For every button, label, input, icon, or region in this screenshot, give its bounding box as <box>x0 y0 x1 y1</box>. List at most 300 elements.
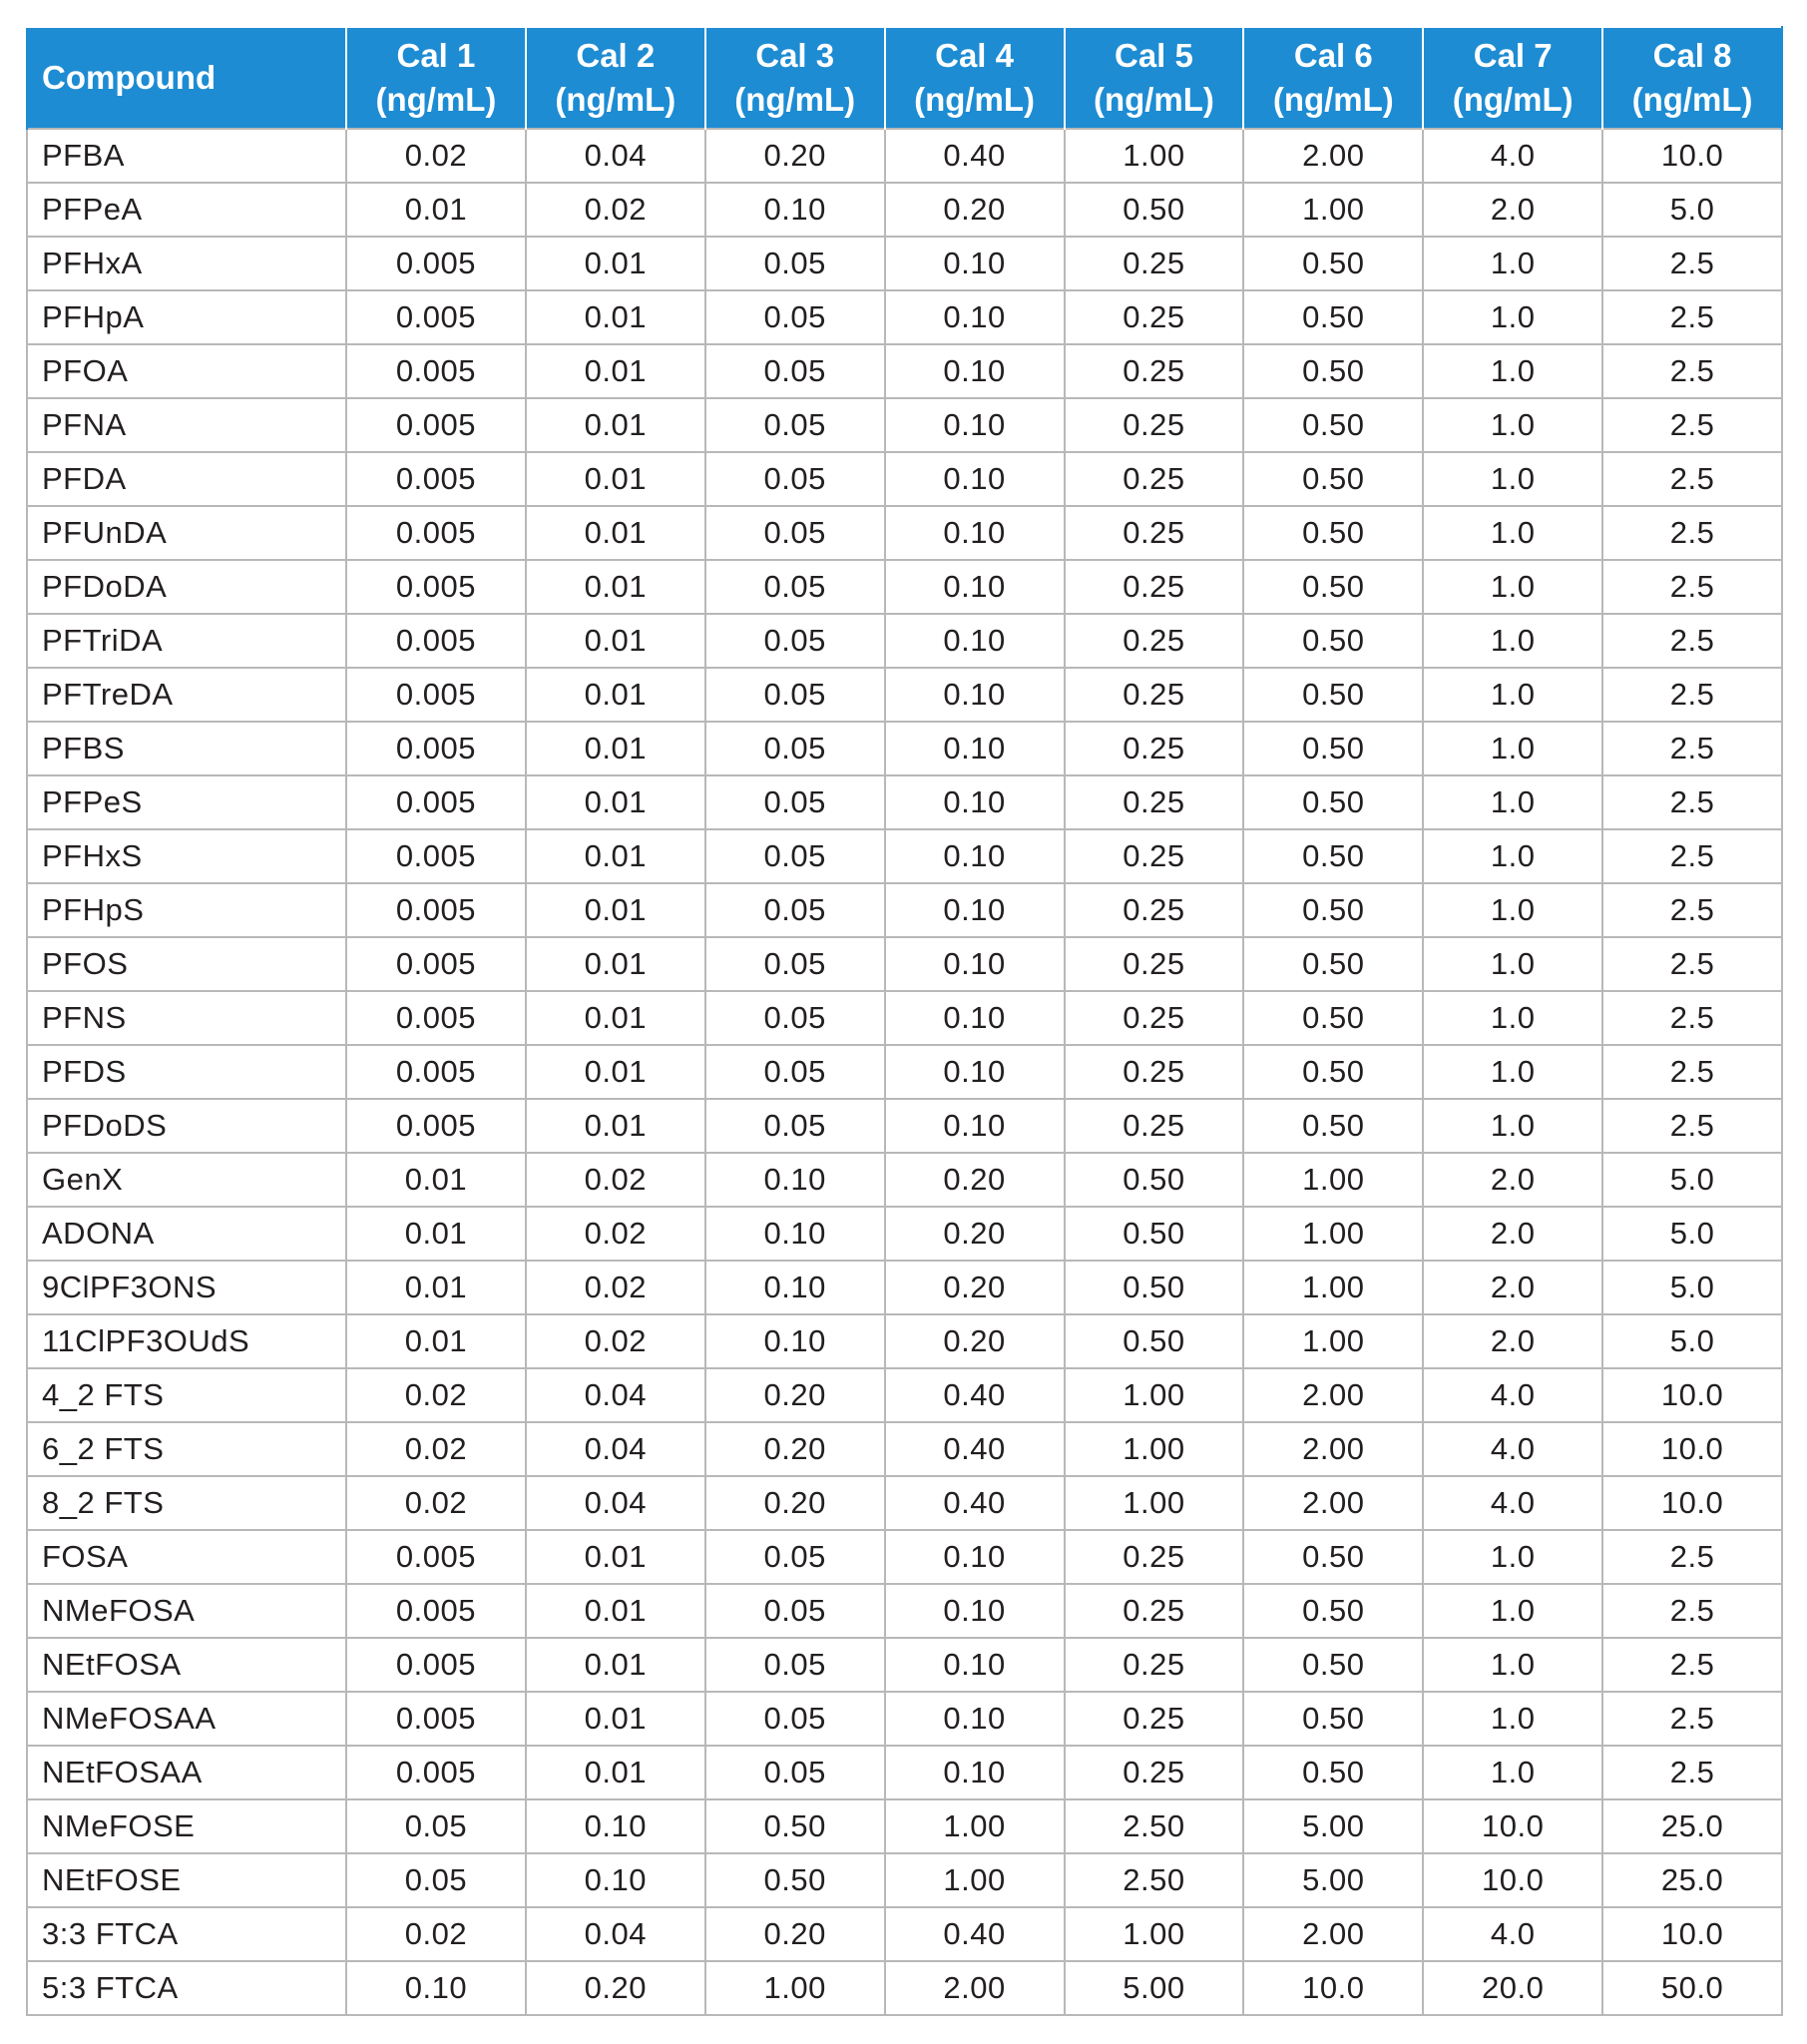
cal-value-cell: 1.0 <box>1423 614 1602 668</box>
cal-value-cell: 0.40 <box>885 1368 1065 1422</box>
cal-value-cell: 2.0 <box>1423 1153 1602 1207</box>
cal-value-cell: 0.10 <box>526 1799 705 1853</box>
cal-value-cell: 0.10 <box>885 237 1065 290</box>
compound-cell: PFBA <box>27 129 346 183</box>
cal-value-cell: 0.005 <box>346 1530 526 1584</box>
cal-value-cell: 0.50 <box>1243 560 1423 614</box>
cal-value-cell: 0.01 <box>526 722 705 775</box>
cal-value-cell: 0.01 <box>526 1584 705 1638</box>
cal-value-cell: 0.05 <box>705 883 885 937</box>
cal-value-cell: 10.0 <box>1602 1422 1782 1476</box>
cal-value-cell: 0.05 <box>346 1853 526 1907</box>
cal-value-cell: 0.01 <box>526 937 705 991</box>
table-row <box>27 237 1782 290</box>
table-row <box>27 290 1782 344</box>
compound-cell: PFPeA <box>27 183 346 237</box>
cal-value-cell: 0.04 <box>526 1422 705 1476</box>
compound-cell: PFOS <box>27 937 346 991</box>
compound-cell: NMeFOSAA <box>27 1692 346 1746</box>
cal-value-cell: 0.50 <box>1243 614 1423 668</box>
column-header-label: Cal 2 <box>576 37 656 74</box>
cal-value-cell: 1.00 <box>885 1853 1065 1907</box>
column-header-label: Cal 1 <box>396 37 476 74</box>
cal-value-cell: 0.005 <box>346 1045 526 1099</box>
cal-value-cell: 0.20 <box>705 1368 885 1422</box>
cal-value-cell: 0.005 <box>346 722 526 775</box>
cal-value-cell: 1.0 <box>1423 1584 1602 1638</box>
cal-value-cell: 0.50 <box>705 1799 885 1853</box>
cal-value-cell: 2.5 <box>1602 237 1782 290</box>
cal-value-cell: 1.0 <box>1423 1692 1602 1746</box>
cal-value-cell: 2.00 <box>1243 1907 1423 1961</box>
column-header-unit: (ng/mL) <box>555 81 677 118</box>
compound-cell: ADONA <box>27 1207 346 1261</box>
cal-value-cell: 1.0 <box>1423 344 1602 398</box>
cal-value-cell: 0.40 <box>885 1907 1065 1961</box>
cal-value-cell: 0.01 <box>526 237 705 290</box>
cal-value-cell: 0.05 <box>346 1799 526 1853</box>
cal-value-cell: 0.01 <box>346 1153 526 1207</box>
table-row <box>27 1799 1782 1853</box>
cal-value-cell: 0.20 <box>705 1422 885 1476</box>
cal-value-cell: 1.00 <box>1065 1368 1244 1422</box>
compound-cell: 11ClPF3OUdS <box>27 1314 346 1368</box>
compound-cell: PFBS <box>27 722 346 775</box>
cal-value-cell: 0.10 <box>885 1530 1065 1584</box>
table-row <box>27 937 1782 991</box>
table-row <box>27 1261 1782 1314</box>
cal-value-cell: 0.005 <box>346 775 526 829</box>
cal-value-cell: 0.25 <box>1065 775 1244 829</box>
cal-value-cell: 0.10 <box>705 1153 885 1207</box>
cal-value-cell: 5.0 <box>1602 183 1782 237</box>
cal-value-cell: 2.0 <box>1423 1261 1602 1314</box>
cal-value-cell: 1.00 <box>1065 1422 1244 1476</box>
cal-value-cell: 0.25 <box>1065 560 1244 614</box>
cal-value-cell: 4.0 <box>1423 1368 1602 1422</box>
cal-value-cell: 0.10 <box>885 991 1065 1045</box>
cal-value-cell: 1.00 <box>1243 1207 1423 1261</box>
cal-value-cell: 0.40 <box>885 129 1065 183</box>
cal-value-cell: 0.005 <box>346 506 526 560</box>
cal-value-cell: 1.0 <box>1423 1746 1602 1799</box>
compound-cell: 8_2 FTS <box>27 1476 346 1530</box>
cal-value-cell: 0.50 <box>1243 452 1423 506</box>
cal-value-cell: 0.10 <box>526 1853 705 1907</box>
cal-value-cell: 0.25 <box>1065 1692 1244 1746</box>
cal-value-cell: 0.50 <box>1243 398 1423 452</box>
compound-cell: PFDS <box>27 1045 346 1099</box>
cal-value-cell: 10.0 <box>1602 1907 1782 1961</box>
column-header-compound <box>27 27 346 129</box>
cal-value-cell: 0.50 <box>1243 1099 1423 1153</box>
cal-value-cell: 5.0 <box>1602 1314 1782 1368</box>
compound-cell: PFDoDA <box>27 560 346 614</box>
cal-value-cell: 2.5 <box>1602 1099 1782 1153</box>
cal-value-cell: 0.10 <box>885 344 1065 398</box>
cal-value-cell: 1.0 <box>1423 560 1602 614</box>
cal-value-cell: 1.0 <box>1423 398 1602 452</box>
cal-value-cell: 0.10 <box>885 1746 1065 1799</box>
cal-value-cell: 0.02 <box>346 1907 526 1961</box>
table-row <box>27 129 1782 183</box>
cal-value-cell: 0.50 <box>1243 1746 1423 1799</box>
calibration-table <box>26 26 1783 2016</box>
compound-cell: 5:3 FTCA <box>27 1961 346 2015</box>
table-row <box>27 1746 1782 1799</box>
cal-value-cell: 0.005 <box>346 1584 526 1638</box>
column-header-cal-6 <box>1243 27 1423 129</box>
table-row <box>27 1638 1782 1692</box>
cal-value-cell: 2.5 <box>1602 991 1782 1045</box>
cal-value-cell: 0.10 <box>885 668 1065 722</box>
cal-value-cell: 0.20 <box>526 1961 705 2015</box>
cal-value-cell: 0.40 <box>885 1422 1065 1476</box>
table-row <box>27 560 1782 614</box>
cal-value-cell: 2.00 <box>1243 1368 1423 1422</box>
cal-value-cell: 1.0 <box>1423 937 1602 991</box>
table-row <box>27 452 1782 506</box>
cal-value-cell: 2.5 <box>1602 452 1782 506</box>
cal-value-cell: 1.00 <box>1065 129 1244 183</box>
cal-value-cell: 2.00 <box>1243 1422 1423 1476</box>
compound-cell: NMeFOSA <box>27 1584 346 1638</box>
cal-value-cell: 0.02 <box>346 1476 526 1530</box>
cal-value-cell: 0.10 <box>885 398 1065 452</box>
cal-value-cell: 0.05 <box>705 1638 885 1692</box>
column-header-unit: (ng/mL) <box>914 81 1036 118</box>
table-row <box>27 1207 1782 1261</box>
column-header-cal-7 <box>1423 27 1602 129</box>
cal-value-cell: 0.10 <box>885 883 1065 937</box>
cal-value-cell: 1.0 <box>1423 883 1602 937</box>
column-header-label: Cal 6 <box>1293 37 1373 74</box>
cal-value-cell: 0.50 <box>1243 1638 1423 1692</box>
compound-cell: PFNA <box>27 398 346 452</box>
cal-value-cell: 0.50 <box>1243 1692 1423 1746</box>
cal-value-cell: 0.04 <box>526 1476 705 1530</box>
cal-value-cell: 1.0 <box>1423 991 1602 1045</box>
cal-value-cell: 0.50 <box>1243 237 1423 290</box>
compound-cell: PFUnDA <box>27 506 346 560</box>
cal-value-cell: 2.5 <box>1602 1530 1782 1584</box>
cal-value-cell: 0.10 <box>885 506 1065 560</box>
cal-value-cell: 0.10 <box>885 1584 1065 1638</box>
cal-value-cell: 0.10 <box>885 937 1065 991</box>
cal-value-cell: 0.005 <box>346 290 526 344</box>
cal-value-cell: 0.25 <box>1065 506 1244 560</box>
cal-value-cell: 0.50 <box>705 1853 885 1907</box>
cal-value-cell: 0.01 <box>526 775 705 829</box>
cal-value-cell: 2.5 <box>1602 1692 1782 1746</box>
cal-value-cell: 0.005 <box>346 560 526 614</box>
table-row <box>27 1153 1782 1207</box>
table-row <box>27 1961 1782 2015</box>
cal-value-cell: 0.05 <box>705 722 885 775</box>
cal-value-cell: 0.01 <box>526 1692 705 1746</box>
cal-value-cell: 2.5 <box>1602 1746 1782 1799</box>
cal-value-cell: 0.10 <box>705 1207 885 1261</box>
cal-value-cell: 2.00 <box>885 1961 1065 2015</box>
cal-value-cell: 5.0 <box>1602 1153 1782 1207</box>
cal-value-cell: 10.0 <box>1423 1853 1602 1907</box>
cal-value-cell: 2.00 <box>1243 129 1423 183</box>
column-header-cal-1 <box>346 27 526 129</box>
compound-cell: 9ClPF3ONS <box>27 1261 346 1314</box>
cal-value-cell: 0.005 <box>346 452 526 506</box>
cal-value-cell: 0.20 <box>705 129 885 183</box>
cal-value-cell: 0.25 <box>1065 668 1244 722</box>
compound-cell: PFDA <box>27 452 346 506</box>
cal-value-cell: 20.0 <box>1423 1961 1602 2015</box>
cal-value-cell: 0.01 <box>526 991 705 1045</box>
cal-value-cell: 0.10 <box>346 1961 526 2015</box>
table-row <box>27 1692 1782 1746</box>
cal-value-cell: 0.25 <box>1065 344 1244 398</box>
cal-value-cell: 0.005 <box>346 398 526 452</box>
cal-value-cell: 0.10 <box>705 1314 885 1368</box>
table-row <box>27 614 1782 668</box>
cal-value-cell: 2.00 <box>1243 1476 1423 1530</box>
cal-value-cell: 1.00 <box>1243 1153 1423 1207</box>
column-header-unit: (ng/mL) <box>1452 81 1574 118</box>
cal-value-cell: 0.50 <box>1065 183 1244 237</box>
cal-value-cell: 4.0 <box>1423 1907 1602 1961</box>
table-row <box>27 775 1782 829</box>
cal-value-cell: 2.5 <box>1602 560 1782 614</box>
cal-value-cell: 10.0 <box>1602 1368 1782 1422</box>
cal-value-cell: 0.01 <box>526 506 705 560</box>
cal-value-cell: 0.005 <box>346 344 526 398</box>
cal-value-cell: 0.05 <box>705 290 885 344</box>
cal-value-cell: 5.0 <box>1602 1261 1782 1314</box>
cal-value-cell: 0.005 <box>346 1746 526 1799</box>
compound-cell: FOSA <box>27 1530 346 1584</box>
cal-value-cell: 1.00 <box>705 1961 885 2015</box>
column-header-unit: (ng/mL) <box>1272 81 1394 118</box>
cal-value-cell: 0.005 <box>346 991 526 1045</box>
cal-value-cell: 1.0 <box>1423 668 1602 722</box>
table-row <box>27 1853 1782 1907</box>
cal-value-cell: 0.50 <box>1243 668 1423 722</box>
cal-value-cell: 0.01 <box>526 829 705 883</box>
table-row <box>27 1530 1782 1584</box>
cal-value-cell: 25.0 <box>1602 1799 1782 1853</box>
cal-value-cell: 2.5 <box>1602 344 1782 398</box>
cal-value-cell: 2.5 <box>1602 1638 1782 1692</box>
cal-value-cell: 0.04 <box>526 1907 705 1961</box>
cal-value-cell: 0.01 <box>346 1207 526 1261</box>
cal-value-cell: 5.00 <box>1065 1961 1244 2015</box>
cal-value-cell: 0.25 <box>1065 1530 1244 1584</box>
table-row <box>27 183 1782 237</box>
cal-value-cell: 2.5 <box>1602 290 1782 344</box>
cal-value-cell: 0.25 <box>1065 290 1244 344</box>
column-header-label: Compound <box>42 59 217 96</box>
table-row <box>27 668 1782 722</box>
cal-value-cell: 0.005 <box>346 937 526 991</box>
table-row <box>27 506 1782 560</box>
compound-cell: NEtFOSA <box>27 1638 346 1692</box>
cal-value-cell: 0.50 <box>1243 506 1423 560</box>
table-row <box>27 1476 1782 1530</box>
table-row <box>27 1422 1782 1476</box>
cal-value-cell: 50.0 <box>1602 1961 1782 2015</box>
compound-cell: GenX <box>27 1153 346 1207</box>
cal-value-cell: 0.05 <box>705 398 885 452</box>
table-row <box>27 1099 1782 1153</box>
cal-value-cell: 0.005 <box>346 1692 526 1746</box>
table-row <box>27 1314 1782 1368</box>
cal-value-cell: 0.05 <box>705 775 885 829</box>
compound-cell: 4_2 FTS <box>27 1368 346 1422</box>
column-header-unit: (ng/mL) <box>1093 81 1214 118</box>
cal-value-cell: 0.05 <box>705 614 885 668</box>
cal-value-cell: 1.0 <box>1423 829 1602 883</box>
table-body <box>27 129 1782 2015</box>
cal-value-cell: 0.25 <box>1065 1045 1244 1099</box>
cal-value-cell: 2.5 <box>1602 883 1782 937</box>
cal-value-cell: 2.0 <box>1423 183 1602 237</box>
cal-value-cell: 0.10 <box>885 1692 1065 1746</box>
cal-value-cell: 0.25 <box>1065 452 1244 506</box>
cal-value-cell: 0.005 <box>346 883 526 937</box>
cal-value-cell: 0.05 <box>705 560 885 614</box>
table-row <box>27 1045 1782 1099</box>
cal-value-cell: 2.5 <box>1602 775 1782 829</box>
cal-value-cell: 0.01 <box>526 344 705 398</box>
table-row <box>27 1907 1782 1961</box>
compound-cell: NEtFOSE <box>27 1853 346 1907</box>
cal-value-cell: 2.5 <box>1602 722 1782 775</box>
cal-value-cell: 0.01 <box>526 668 705 722</box>
cal-value-cell: 1.0 <box>1423 775 1602 829</box>
cal-value-cell: 1.0 <box>1423 1638 1602 1692</box>
column-header-cal-5 <box>1065 27 1244 129</box>
cal-value-cell: 0.50 <box>1065 1261 1244 1314</box>
cal-value-cell: 0.10 <box>705 1261 885 1314</box>
cal-value-cell: 1.0 <box>1423 1099 1602 1153</box>
cal-value-cell: 0.01 <box>526 1099 705 1153</box>
cal-value-cell: 0.005 <box>346 1638 526 1692</box>
cal-value-cell: 0.20 <box>705 1476 885 1530</box>
cal-value-cell: 0.20 <box>705 1907 885 1961</box>
cal-value-cell: 0.005 <box>346 668 526 722</box>
column-header-label: Cal 8 <box>1652 37 1732 74</box>
cal-value-cell: 0.25 <box>1065 883 1244 937</box>
cal-value-cell: 2.5 <box>1602 1045 1782 1099</box>
compound-cell: PFPeS <box>27 775 346 829</box>
cal-value-cell: 0.10 <box>885 290 1065 344</box>
cal-value-cell: 4.0 <box>1423 129 1602 183</box>
cal-value-cell: 0.01 <box>526 452 705 506</box>
cal-value-cell: 0.25 <box>1065 937 1244 991</box>
cal-value-cell: 0.50 <box>1243 883 1423 937</box>
compound-cell: PFDoDS <box>27 1099 346 1153</box>
cal-value-cell: 0.25 <box>1065 614 1244 668</box>
cal-value-cell: 0.25 <box>1065 1746 1244 1799</box>
cal-value-cell: 0.02 <box>346 1422 526 1476</box>
cal-value-cell: 1.0 <box>1423 1530 1602 1584</box>
cal-value-cell: 1.0 <box>1423 452 1602 506</box>
cal-value-cell: 2.5 <box>1602 506 1782 560</box>
cal-value-cell: 0.02 <box>526 1207 705 1261</box>
column-header-cal-2 <box>526 27 705 129</box>
cal-value-cell: 0.05 <box>705 1692 885 1746</box>
column-header-cal-4 <box>885 27 1065 129</box>
cal-value-cell: 0.50 <box>1243 1584 1423 1638</box>
cal-value-cell: 2.5 <box>1602 829 1782 883</box>
cal-value-cell: 5.0 <box>1602 1207 1782 1261</box>
cal-value-cell: 0.005 <box>346 614 526 668</box>
cal-value-cell: 0.40 <box>885 1476 1065 1530</box>
cal-value-cell: 2.5 <box>1602 937 1782 991</box>
table-row <box>27 829 1782 883</box>
cal-value-cell: 0.50 <box>1065 1314 1244 1368</box>
column-header-label: Cal 3 <box>755 37 835 74</box>
cal-value-cell: 2.0 <box>1423 1314 1602 1368</box>
column-header-unit: (ng/mL) <box>734 81 856 118</box>
cal-value-cell: 0.25 <box>1065 1584 1244 1638</box>
cal-value-cell: 0.50 <box>1065 1207 1244 1261</box>
cal-value-cell: 4.0 <box>1423 1422 1602 1476</box>
compound-cell: PFTreDA <box>27 668 346 722</box>
cal-value-cell: 2.50 <box>1065 1799 1244 1853</box>
cal-value-cell: 0.01 <box>526 1746 705 1799</box>
cal-value-cell: 0.02 <box>526 1261 705 1314</box>
cal-value-cell: 0.02 <box>526 183 705 237</box>
cal-value-cell: 1.00 <box>885 1799 1065 1853</box>
column-header-unit: (ng/mL) <box>375 81 497 118</box>
cal-value-cell: 0.02 <box>526 1314 705 1368</box>
cal-value-cell: 0.02 <box>526 1153 705 1207</box>
cal-value-cell: 0.01 <box>526 1530 705 1584</box>
cal-value-cell: 0.25 <box>1065 1099 1244 1153</box>
cal-value-cell: 0.25 <box>1065 829 1244 883</box>
cal-value-cell: 0.005 <box>346 237 526 290</box>
table-row <box>27 344 1782 398</box>
cal-value-cell: 0.20 <box>885 1153 1065 1207</box>
compound-cell: PFHpS <box>27 883 346 937</box>
cal-value-cell: 0.25 <box>1065 398 1244 452</box>
cal-value-cell: 1.0 <box>1423 1045 1602 1099</box>
cal-value-cell: 0.25 <box>1065 237 1244 290</box>
cal-value-cell: 0.10 <box>705 183 885 237</box>
cal-value-cell: 0.10 <box>885 560 1065 614</box>
cal-value-cell: 4.0 <box>1423 1476 1602 1530</box>
cal-value-cell: 0.20 <box>885 1314 1065 1368</box>
cal-value-cell: 2.5 <box>1602 398 1782 452</box>
table-row <box>27 1584 1782 1638</box>
cal-value-cell: 0.005 <box>346 829 526 883</box>
cal-value-cell: 1.00 <box>1243 1314 1423 1368</box>
cal-value-cell: 0.01 <box>526 560 705 614</box>
cal-value-cell: 0.10 <box>885 452 1065 506</box>
table-row <box>27 991 1782 1045</box>
cal-value-cell: 0.50 <box>1243 1045 1423 1099</box>
cal-value-cell: 2.5 <box>1602 614 1782 668</box>
compound-cell: PFOA <box>27 344 346 398</box>
cal-value-cell: 0.05 <box>705 1099 885 1153</box>
cal-value-cell: 0.02 <box>346 1368 526 1422</box>
cal-value-cell: 0.05 <box>705 829 885 883</box>
cal-value-cell: 0.10 <box>885 829 1065 883</box>
column-header-label: Cal 5 <box>1115 37 1193 74</box>
cal-value-cell: 0.05 <box>705 344 885 398</box>
cal-value-cell: 0.10 <box>885 1638 1065 1692</box>
cal-value-cell: 0.05 <box>705 668 885 722</box>
compound-cell: 3:3 FTCA <box>27 1907 346 1961</box>
